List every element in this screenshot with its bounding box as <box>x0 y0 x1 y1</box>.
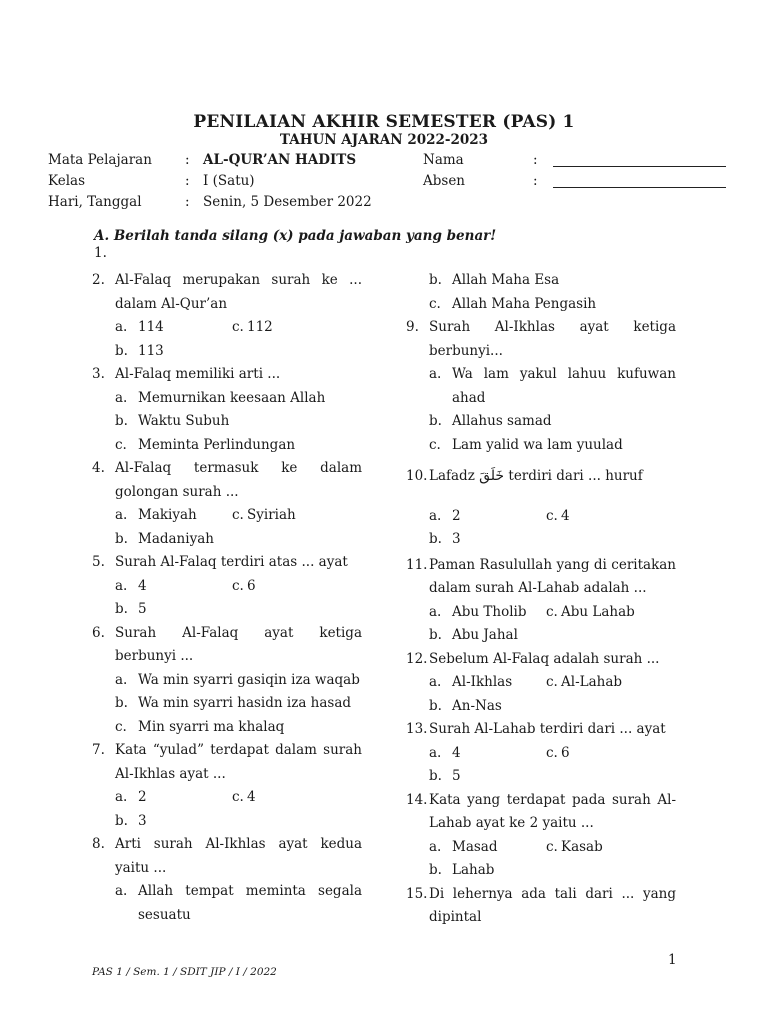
option-text: Meminta Perlindungan <box>138 436 296 453</box>
option-text: 6 <box>561 744 570 761</box>
questions-left-column <box>92 269 362 927</box>
option-text: An-Nas <box>452 697 502 714</box>
option-text: Min syarri ma khalaq <box>138 718 285 735</box>
arabic-word: خَلَقَ <box>479 468 505 484</box>
option-text: Lam yalid wa lam yuulad <box>452 436 623 453</box>
option-letter[interactable]: b. <box>115 530 128 547</box>
question-number: 4. <box>92 460 105 476</box>
question-number: 8. <box>92 836 105 852</box>
colon: : <box>185 173 190 189</box>
option-letter[interactable]: a. <box>115 507 128 523</box>
option-letter[interactable]: b. <box>115 342 128 359</box>
question-text: Kata yang terdapat pada surah Al-Lahab ayat ke 2 yaitu ... <box>429 791 676 831</box>
option-letter[interactable]: a. <box>429 603 442 620</box>
question-text: Paman Rasulullah yang di ceritakan dalam surah Al-Lahab adalah ... <box>429 556 676 596</box>
question-text: Surah Al-Lahab terdiri dari ... ayat <box>429 721 666 737</box>
option-row <box>92 504 362 528</box>
option-row <box>92 786 362 810</box>
question-number: 11. <box>406 556 428 573</box>
option-letter[interactable]: a. <box>429 507 442 524</box>
question-7 <box>92 739 362 786</box>
option-text: Al-Ikhlas <box>452 674 513 690</box>
question-4 <box>92 457 362 504</box>
question-text: Arti surah Al-Ikhlas ayat kedua yaitu ... <box>115 836 362 876</box>
option-text: Abu Jahal <box>452 627 518 643</box>
question-15 <box>406 883 676 930</box>
question-number: 3. <box>92 366 105 382</box>
option <box>406 363 676 410</box>
questions-right-column <box>406 269 676 930</box>
option-letter[interactable]: b. <box>429 862 442 878</box>
question-13 <box>406 718 676 742</box>
option-letter[interactable]: a. <box>115 389 128 406</box>
option-letter[interactable]: a. <box>429 744 442 761</box>
question-8 <box>92 833 362 880</box>
question-text: Sebelum Al-Falaq adalah surah ... <box>429 650 660 667</box>
question-2 <box>92 269 362 316</box>
option <box>92 598 362 622</box>
option-text: 3 <box>138 812 147 829</box>
option-letter[interactable]: b. <box>429 272 442 288</box>
question-number: 10. <box>406 468 428 484</box>
section-instruction: A. Berilah tanda silang (x) pada jawaban yang benar! <box>94 228 497 244</box>
question-text: Kata “yulad” terdapat dalam surah Al-Ikhlas ayat ... <box>115 742 362 782</box>
option-text: 6 <box>247 577 256 594</box>
question-number: 13. <box>406 721 428 737</box>
question-number: 15. <box>406 885 428 902</box>
option-text: Al-Lahab <box>561 674 623 690</box>
subject-label: Mata Pelajaran <box>48 152 152 168</box>
option-row <box>406 671 676 695</box>
option-text: Wa min syarri gasiqin iza waqab <box>138 671 360 688</box>
page-footer: PAS 1 / Sem. 1 / SDIT JIP / I / 2022 <box>92 966 277 978</box>
option-row <box>406 836 676 860</box>
question-text: terdiri dari ... huruf <box>508 468 643 484</box>
option <box>406 765 676 789</box>
option-letter[interactable]: a. <box>115 789 128 805</box>
option-text: Lahab <box>452 862 495 878</box>
name-label: Nama <box>423 152 464 168</box>
option-text: 4 <box>247 789 256 805</box>
option-letter[interactable]: a. <box>115 319 128 335</box>
exam-title: PENILAIAN AKHIR SEMESTER (PAS) 1 <box>193 112 575 132</box>
option-letter[interactable]: b. <box>115 601 128 617</box>
option-text: Allah Maha Esa <box>452 272 560 288</box>
option <box>406 293 676 317</box>
info-row-subject <box>48 152 738 173</box>
student-info <box>48 152 738 215</box>
absen-field-line[interactable] <box>553 187 726 188</box>
option-text: Kasab <box>561 838 603 855</box>
question-number: 9. <box>406 319 419 335</box>
option-letter[interactable]: b. <box>115 695 128 711</box>
option-text: 2 <box>138 789 147 805</box>
option-row <box>92 316 362 340</box>
question-text: Surah Al-Falaq terdiri atas ... ayat <box>115 554 348 570</box>
absen-label: Absen <box>423 173 466 189</box>
option-text: 4 <box>138 577 147 594</box>
option-text: 2 <box>452 507 461 524</box>
question-text: Surah Al-Falaq ayat ketiga berbunyi ... <box>115 624 362 664</box>
option <box>406 624 676 648</box>
colon: : <box>185 194 190 210</box>
option <box>406 434 676 458</box>
question-number: 12. <box>406 650 428 667</box>
option-text: 113 <box>138 342 164 359</box>
option-letter[interactable]: a. <box>429 838 442 855</box>
name-field-line[interactable] <box>553 166 726 167</box>
option-text: 5 <box>138 601 147 617</box>
exam-subtitle: TAHUN AJARAN 2022-2023 <box>279 132 489 148</box>
option <box>406 410 676 434</box>
option-text: Makiyah <box>138 507 197 523</box>
option-letter[interactable]: b. <box>429 697 442 714</box>
option-letter[interactable]: a. <box>429 366 442 382</box>
question-text: Al-Falaq memiliki arti ... <box>115 366 281 382</box>
option-letter[interactable]: c. <box>429 436 441 453</box>
option-letter[interactable]: c. <box>546 744 558 761</box>
option-letter[interactable]: b. <box>429 413 442 429</box>
option-text: 3 <box>452 531 461 547</box>
question-text: Di lehernya ada tali dari ... yang dipintal <box>429 885 676 925</box>
option-text: 112 <box>247 319 273 335</box>
option-letter[interactable]: c. <box>546 674 558 690</box>
option-letter[interactable]: c. <box>232 789 244 805</box>
option <box>406 695 676 719</box>
option <box>92 810 362 834</box>
option-letter[interactable]: b. <box>115 812 128 829</box>
question-1: 1. <box>94 245 107 261</box>
colon: : <box>185 152 190 168</box>
class-value: I (Satu) <box>203 173 255 189</box>
option <box>406 269 676 293</box>
date-value: Senin, 5 Desember 2022 <box>203 194 372 210</box>
option <box>406 859 676 883</box>
option <box>92 528 362 552</box>
question-9 <box>406 316 676 363</box>
option-text: Allah tempat meminta segala sesuatu <box>138 883 362 923</box>
question-6 <box>92 622 362 669</box>
option-letter[interactable]: c. <box>232 319 244 335</box>
option-letter[interactable]: a. <box>115 577 128 594</box>
option-text: Memurnikan keesaan Allah <box>138 389 326 406</box>
question-number: 14. <box>406 791 428 808</box>
option-letter[interactable]: b. <box>429 768 442 784</box>
option-text: Allahus samad <box>452 413 552 429</box>
option <box>92 387 362 411</box>
question-3 <box>92 363 362 387</box>
info-row-date <box>48 194 738 215</box>
question-number: 6. <box>92 624 105 641</box>
option-letter[interactable]: c. <box>546 507 558 524</box>
option-letter[interactable]: c. <box>546 838 558 855</box>
colon: : <box>533 152 538 168</box>
option-letter[interactable]: b. <box>115 413 128 429</box>
option <box>406 528 676 552</box>
option-letter[interactable]: c. <box>232 507 244 523</box>
option <box>92 669 362 693</box>
date-label: Hari, Tanggal <box>48 194 142 210</box>
option-text: Allah Maha Pengasih <box>452 295 597 312</box>
question-number: 5. <box>92 554 105 570</box>
option-text: Masad <box>452 838 498 855</box>
question-number: 7. <box>92 742 105 758</box>
option-letter[interactable]: c. <box>115 436 127 453</box>
question-number: 2. <box>92 272 105 288</box>
option-letter[interactable]: b. <box>429 531 442 547</box>
option-text: Waktu Subuh <box>138 413 230 429</box>
class-label: Kelas <box>48 173 86 189</box>
option-letter[interactable]: c. <box>115 718 127 735</box>
option-text: 114 <box>138 319 164 335</box>
option-text: Abu Lahab <box>561 603 635 620</box>
option <box>92 434 362 458</box>
option-text: Syiriah <box>247 507 296 523</box>
option-letter[interactable]: c. <box>232 577 244 594</box>
option-text: Wa lam yakul lahuu kufuwan ahad <box>452 366 676 406</box>
option-text: 4 <box>561 507 570 524</box>
option-text: 4 <box>452 744 461 761</box>
question-14 <box>406 789 676 836</box>
question-text: Al-Falaq merupakan surah ke ... dalam Al-Qur’an <box>115 272 362 312</box>
option-text: Madaniyah <box>138 530 214 547</box>
option-text: Wa min syarri hasidn iza hasad <box>138 695 352 711</box>
option <box>92 340 362 364</box>
option <box>92 692 362 716</box>
option-text: Abu Tholib <box>452 603 527 620</box>
option-letter[interactable]: a. <box>115 883 128 899</box>
page-number: 1 <box>668 952 677 968</box>
option-letter[interactable]: a. <box>115 671 128 688</box>
question-text: Lafadz <box>429 468 475 484</box>
option-row <box>406 601 676 625</box>
option <box>92 410 362 434</box>
option <box>92 880 362 927</box>
option-letter[interactable]: c. <box>546 603 558 620</box>
option-row <box>92 575 362 599</box>
option-letter[interactable]: c. <box>429 295 441 312</box>
option-letter[interactable]: b. <box>429 627 442 643</box>
question-5 <box>92 551 362 575</box>
question-text: Surah Al-Ikhlas ayat ketiga berbunyi... <box>429 319 676 359</box>
option-row <box>406 742 676 766</box>
question-11 <box>406 554 676 601</box>
question-text: Al-Falaq termasuk ke dalam golongan surah ... <box>115 460 362 500</box>
option-text: 5 <box>452 768 461 784</box>
option-row <box>406 505 676 529</box>
option <box>92 716 362 740</box>
question-10 <box>406 465 676 489</box>
info-row-class <box>48 173 738 194</box>
subject-value: AL-QUR’AN HADITS <box>203 152 357 168</box>
question-12 <box>406 648 676 672</box>
spacer <box>406 489 676 505</box>
colon: : <box>533 173 538 189</box>
option-letter[interactable]: a. <box>429 674 442 690</box>
